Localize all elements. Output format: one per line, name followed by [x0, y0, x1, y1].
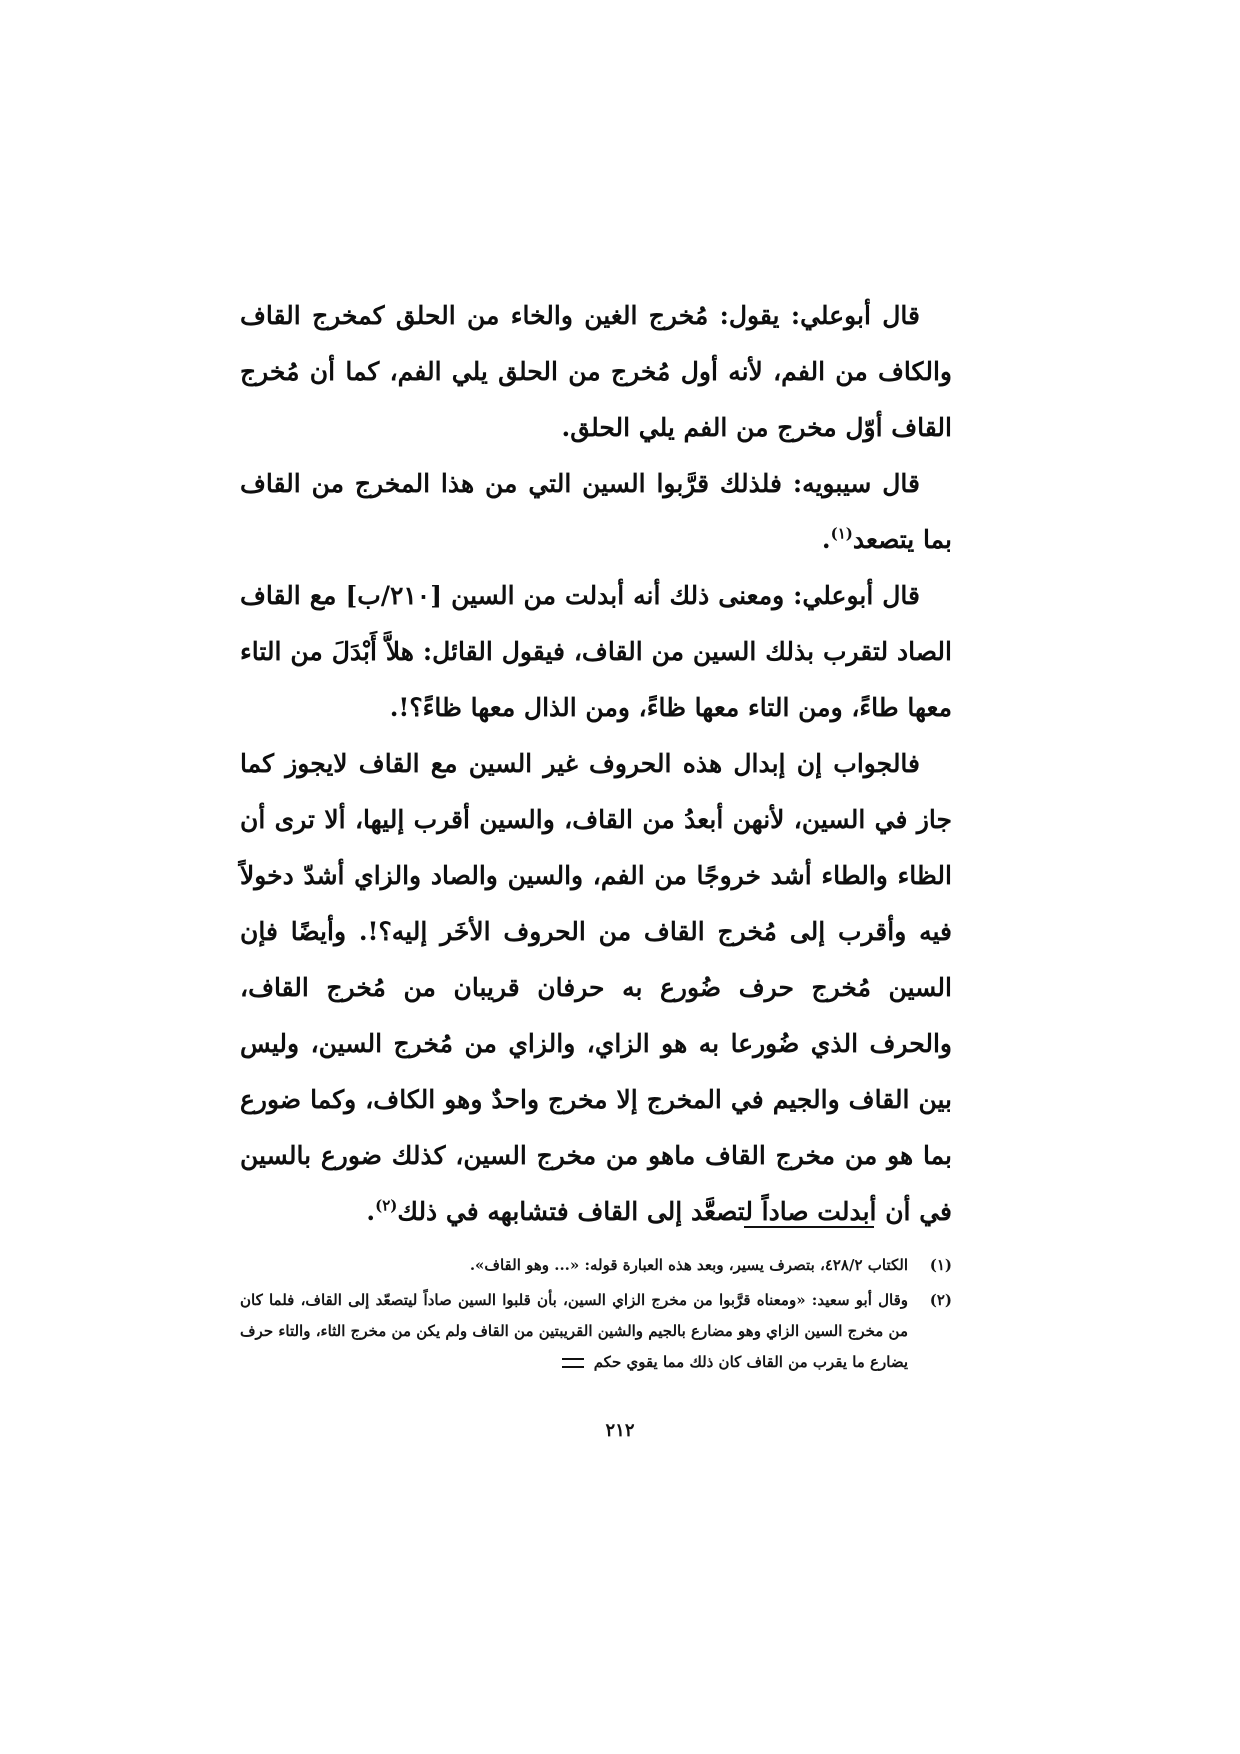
paragraph-text: قال أبوعلي: يقول: مُخرج الغين والخاء من الحلق كمخرج القاف والكاف من الفم، لأنه أول مُخرج من الحلق يلي الفم، كما أن مُخرج القاف أوّل مخرج من الفم يلي الحلق.: [240, 301, 952, 442]
footnote-text: وقال أبو سعيد: «ومعناه قرَّبوا من مخرج الزاي السين، بأن قلبوا السين صاداً ليتصعّد إلى القاف، فلما كان من مخرج السين الزاي وهو مضارع بالجيم والشين القريبتين من القاف ولم يكن من مخرج الثاء، والتاء حرف يضارع ما يقرب من القاف كان ذلك مما يقوي حكم: [240, 1291, 908, 1371]
footnote-text-wrap: [240, 1285, 908, 1378]
main-text: [240, 288, 952, 1240]
paragraph-end: .: [366, 1197, 376, 1226]
manuscript-folio-ref: [٢١٠/ب]: [345, 581, 443, 610]
continuation-mark-icon: [562, 1358, 584, 1368]
footnote-number: (١): [929, 1256, 952, 1274]
paragraph-answer: [240, 736, 952, 1240]
footnote-2: [240, 1285, 952, 1378]
paragraph-text: فالجواب إن إبدال هذه الحروف غير السين مع القاف لايجوز كما جاز في السين، لأنهن أبعدُ من القاف، والسين أقرب إليها، ألا ترى أن الظاء والطاء أشد خروجًا من الفم، والسين والصاد والزاي أشدّ دخولاً فيه وأقرب إلى مُخرج القاف من الحروف الأخَر إليه؟!. وأيضًا فإن السين مُخرج حرف ضُورع به حرفان قريبان من مُخرج القاف، والحرف الذي ضُورعا به هو الزاي، والزاي من مُخرج السين، وليس بين القاف والجيم في المخرج إلا مخرج واحدٌ وهو الكاف، وكما ضورع بما هو من مخرج القاف ماهو من مخرج السين، كذلك ضورع بالسين في أن أبدلت صاداً لتصعَّد إلى القاف فتشابهه في ذلك: [240, 749, 952, 1226]
footnotes: [240, 1250, 952, 1382]
paragraph-abu-ali-2: [240, 568, 952, 736]
footnote-number: (٢): [929, 1291, 952, 1309]
footnote-divider: [744, 1226, 874, 1228]
paragraph-sibawayh: [240, 456, 952, 568]
paragraph-text: قال أبوعلي: ومعنى ذلك أنه أبدلت من السين: [442, 581, 920, 610]
footnote-ref-2[interactable]: (٢): [375, 1196, 398, 1215]
paragraph-end: .: [821, 525, 831, 554]
paragraph-text: فلذلك قرَّبوا السين التي من هذا المخرج من القاف بما يتصعد: [240, 469, 952, 554]
paragraph-text: مع القاف الصاد لتقرب بذلك السين من القاف، فيقول القائل: هلاَّ أَبْدَلَ من التاء معها طاءً، ومن التاء معها ظاءً، ومن الذال معها ظاءً؟!.: [240, 581, 952, 722]
page-number: ٢١٢: [605, 1420, 635, 1441]
paragraph-abu-ali-1: [240, 288, 952, 456]
speaker-label: قال سيبويه:: [792, 469, 920, 498]
footnote-ref-1[interactable]: (١): [830, 524, 853, 543]
footnote-1: [240, 1250, 952, 1281]
footnote-text: الكتاب ٤٢٨/٢، بتصرف يسير، وبعد هذه العبارة قوله: «... وهو القاف».: [469, 1256, 908, 1274]
